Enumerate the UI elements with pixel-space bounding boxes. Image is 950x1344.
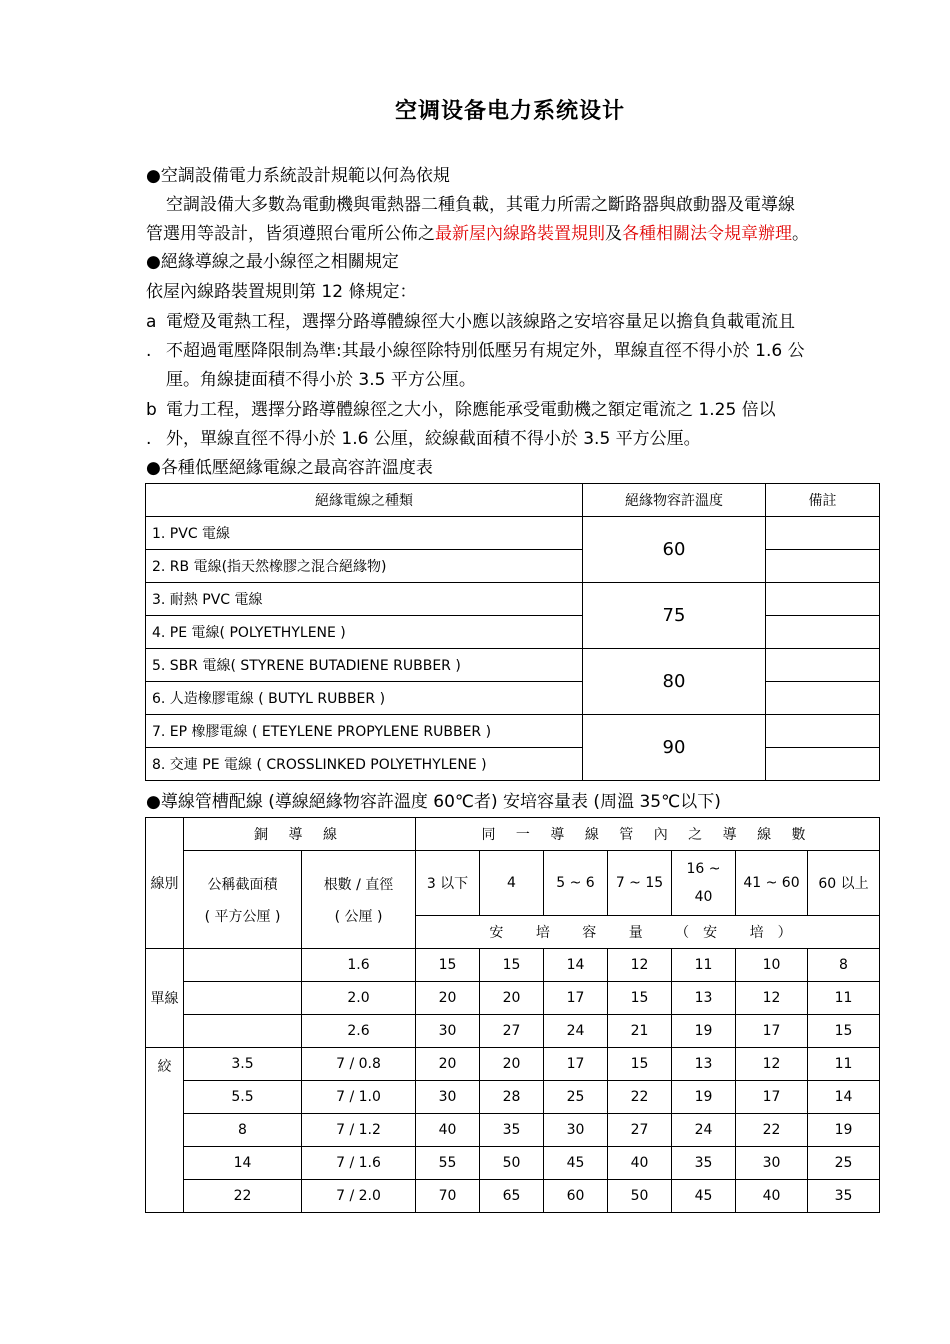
amp-cell: 35 (808, 1180, 880, 1213)
header-col: 16 ~ 40 (672, 851, 736, 916)
group-label-twisted: 絞 (146, 1048, 184, 1213)
amp-cell: 25 (808, 1147, 880, 1180)
amp-cell: 8 (808, 949, 880, 982)
dia-cell: 7 / 1.6 (302, 1147, 416, 1180)
table-row (146, 1048, 880, 1081)
amp-cell: 45 (672, 1180, 736, 1213)
amp-cell: 17 (544, 1048, 608, 1081)
amp-cell: 22 (608, 1081, 672, 1114)
area-cell (184, 982, 302, 1015)
header-copper: 銅 導 線 (184, 818, 416, 851)
rule-a-line-1 (146, 310, 795, 334)
temp-cell: 75 (583, 583, 766, 649)
table-row (146, 1180, 880, 1213)
note-cell (766, 583, 880, 616)
amp-cell: 60 (544, 1180, 608, 1213)
list-marker: . (146, 341, 152, 361)
amp-cell: 12 (736, 1048, 808, 1081)
table-row (146, 715, 880, 748)
dia-cell: 1.6 (302, 949, 416, 982)
section-heading-min-gauge: ●絕緣導線之最小線徑之相關規定 (146, 252, 399, 272)
amp-cell: 28 (480, 1081, 544, 1114)
area-cell: 3.5 (184, 1048, 302, 1081)
wire-type-cell: 8. 交連 PE 電線 ( CROSSLINKED POLYETHYLENE ) (146, 748, 583, 781)
paragraph-line (146, 193, 795, 217)
amp-cell: 20 (480, 1048, 544, 1081)
dia-cell: 7 / 1.2 (302, 1114, 416, 1147)
amp-cell: 15 (480, 949, 544, 982)
amp-cell: 25 (544, 1081, 608, 1114)
paragraph-text: 電燈及電熱工程，選擇分路導體線徑大小應以該線路之安培容量足以擔負負載電流且 (166, 312, 795, 332)
temperature-table (145, 483, 880, 781)
amp-cell: 12 (736, 982, 808, 1015)
list-marker: b (146, 400, 157, 420)
page-title: 空调设备电力系统设计 (394, 99, 625, 124)
header-col: 60 以上 (808, 851, 880, 916)
note-cell (766, 748, 880, 781)
amp-cell: 40 (736, 1180, 808, 1213)
amp-cell: 13 (672, 1048, 736, 1081)
table-row (146, 1015, 880, 1048)
table-row (146, 649, 880, 682)
header-col: 3 以下 (416, 851, 480, 916)
amp-cell: 55 (416, 1147, 480, 1180)
header-same-conduit: 同 一 導 線 管 內 之 導 線 數 (416, 818, 880, 851)
note-cell (766, 517, 880, 550)
amp-cell: 20 (416, 982, 480, 1015)
table-header-cell: 絕緣物容許溫度 (583, 484, 766, 517)
amp-cell: 35 (480, 1114, 544, 1147)
table-header-cell: 備註 (766, 484, 880, 517)
table-row (146, 616, 880, 649)
amp-cell: 13 (672, 982, 736, 1015)
table-header-row (146, 484, 880, 517)
paragraph-line: 依屋內線路裝置規則第 12 條規定： (146, 282, 417, 302)
ampacity-table (145, 817, 880, 1213)
amp-cell: 14 (544, 949, 608, 982)
wire-type-cell: 5. SBR 電線( STYRENE BUTADIENE RUBBER ) (146, 649, 583, 682)
area-cell (184, 949, 302, 982)
list-marker: a (146, 312, 157, 332)
amp-cell: 14 (808, 1081, 880, 1114)
amp-cell: 17 (736, 1015, 808, 1048)
table-row (146, 1114, 880, 1147)
amp-cell: 35 (672, 1147, 736, 1180)
rule-a-line-2 (146, 339, 805, 363)
table-row (146, 748, 880, 781)
amp-cell: 30 (416, 1015, 480, 1048)
area-cell: 8 (184, 1114, 302, 1147)
header-col: 41 ~ 60 (736, 851, 808, 916)
amp-cell: 24 (672, 1114, 736, 1147)
note-cell (766, 616, 880, 649)
table-row (146, 982, 880, 1015)
table-header-cell: 絕緣電線之種類 (146, 484, 583, 517)
table-row (146, 949, 880, 982)
header-col: 7 ~ 15 (608, 851, 672, 916)
section-heading-temp-table: ●各種低壓絕緣電線之最高容許溫度表 (146, 458, 433, 478)
amp-cell: 19 (672, 1015, 736, 1048)
table-row (146, 550, 880, 583)
section-heading-standards: ●空調設備電力系統設計規範以何為依規 (146, 166, 450, 186)
amp-cell: 20 (480, 982, 544, 1015)
amp-cell: 50 (608, 1180, 672, 1213)
header-area-unit: ( 平方公厘 ) (204, 908, 281, 925)
amp-cell: 27 (608, 1114, 672, 1147)
rule-b-line-2 (146, 427, 701, 451)
wire-type-cell: 2. RB 電線(指天然橡膠之混合絕緣物) (146, 550, 583, 583)
amp-cell: 17 (736, 1081, 808, 1114)
table-row (146, 517, 880, 550)
amp-cell: 40 (416, 1114, 480, 1147)
paragraph-text: 管選用等設計，皆須遵照台電所公佈之 (146, 224, 435, 244)
table-row (146, 1147, 880, 1180)
amp-cell: 11 (808, 982, 880, 1015)
temp-cell: 60 (583, 517, 766, 583)
header-area (184, 851, 302, 949)
area-cell: 5.5 (184, 1081, 302, 1114)
dia-cell: 7 / 1.0 (302, 1081, 416, 1114)
area-cell: 14 (184, 1147, 302, 1180)
wire-type-cell: 1. PVC 電線 (146, 517, 583, 550)
wire-type-cell: 7. EP 橡膠電線 ( ETEYLENE PROPYLENE RUBBER ) (146, 715, 583, 748)
table-row (146, 583, 880, 616)
amp-cell: 50 (480, 1147, 544, 1180)
amp-cell: 15 (608, 1048, 672, 1081)
paragraph-text: 空調設備大多數為電動機與電熱器二種負載，其電力所需之斷路器與啟動器及電導線 (166, 195, 795, 215)
wire-type-cell: 3. 耐熱 PVC 電線 (146, 583, 583, 616)
header-count-unit: ( 公厘 ) (334, 908, 383, 925)
table-row (146, 682, 880, 715)
group-label-single: 單線 (146, 949, 184, 1048)
amp-cell: 21 (608, 1015, 672, 1048)
amp-cell: 19 (672, 1081, 736, 1114)
amp-cell: 30 (736, 1147, 808, 1180)
amp-cell: 17 (544, 982, 608, 1015)
wire-type-cell: 6. 人造橡膠電線 ( BUTYL RUBBER ) (146, 682, 583, 715)
amp-cell: 15 (416, 949, 480, 982)
paragraph-text: 厘。角線捷面積不得小於 3.5 平方公厘。 (166, 370, 476, 390)
temp-cell: 80 (583, 649, 766, 715)
amp-cell: 30 (544, 1114, 608, 1147)
note-cell (766, 649, 880, 682)
amp-cell: 12 (608, 949, 672, 982)
dia-cell: 7 / 2.0 (302, 1180, 416, 1213)
amp-cell: 11 (672, 949, 736, 982)
table-header-row (146, 851, 880, 916)
amp-cell: 11 (808, 1048, 880, 1081)
header-ampacity: 安 培 容 量 （安 培） (416, 916, 880, 949)
header-area-line: 公稱截面積 (207, 876, 278, 893)
amp-cell: 10 (736, 949, 808, 982)
note-cell (766, 682, 880, 715)
amp-cell: 27 (480, 1015, 544, 1048)
amp-cell: 22 (736, 1114, 808, 1147)
amp-cell: 40 (608, 1147, 672, 1180)
area-cell: 22 (184, 1180, 302, 1213)
paragraph-text: 電力工程，選擇分路導體線徑之大小，除應能承受電動機之額定電流之 1.25 倍以 (166, 400, 776, 420)
amp-cell: 30 (416, 1081, 480, 1114)
amp-cell: 24 (544, 1015, 608, 1048)
paragraph-line (146, 222, 809, 246)
dia-cell: 2.6 (302, 1015, 416, 1048)
amp-cell: 65 (480, 1180, 544, 1213)
temp-cell: 90 (583, 715, 766, 781)
dia-cell: 7 / 0.8 (302, 1048, 416, 1081)
amp-cell: 70 (416, 1180, 480, 1213)
header-col: 5 ~ 6 (544, 851, 608, 916)
amp-cell: 15 (808, 1015, 880, 1048)
area-cell (184, 1015, 302, 1048)
paragraph-text: 外，單線直徑不得小於 1.6 公厘，絞線截面積不得小於 3.5 平方公厘。 (166, 429, 701, 449)
highlight-text: 最新屋內線路裝置規則 (435, 224, 605, 244)
header-col: 4 (480, 851, 544, 916)
paragraph-text: 不超過電壓降限制為準:其最小線徑除特別低壓另有規定外，單線直徑不得小於 1.6 公 (166, 341, 805, 361)
header-count-line: 根數 / 直徑 (323, 876, 394, 893)
dia-cell: 2.0 (302, 982, 416, 1015)
header-count (302, 851, 416, 949)
rule-b-line-1 (146, 398, 776, 422)
rule-a-line-3 (146, 368, 476, 392)
section-heading-ampacity-table: ●導線管槽配線 (導線絕緣物容許溫度 60℃者) 安培容量表 (周溫 35℃以下) (146, 792, 721, 812)
amp-cell: 19 (808, 1114, 880, 1147)
note-cell (766, 550, 880, 583)
header-wire-type: 線別 (146, 818, 184, 949)
wire-type-cell: 4. PE 電線( POLYETHYLENE ) (146, 616, 583, 649)
list-marker: . (146, 429, 152, 449)
amp-cell: 45 (544, 1147, 608, 1180)
paragraph-text: 及 (605, 224, 622, 244)
table-header-row (146, 818, 880, 851)
table-row (146, 1081, 880, 1114)
highlight-text: 各種相關法令規章辦理 (622, 224, 792, 244)
amp-cell: 15 (608, 982, 672, 1015)
amp-cell: 20 (416, 1048, 480, 1081)
note-cell (766, 715, 880, 748)
paragraph-text: 。 (792, 224, 809, 244)
